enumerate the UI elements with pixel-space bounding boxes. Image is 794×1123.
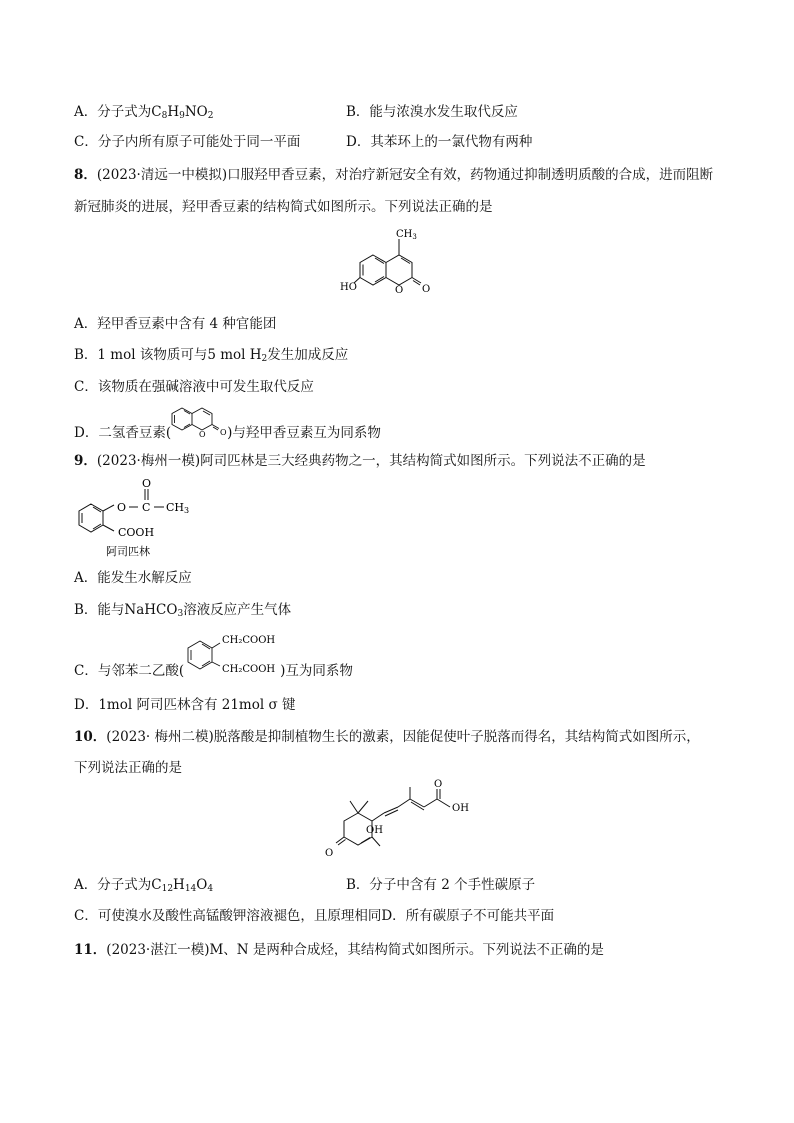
ring-oxygen-label: O	[395, 285, 404, 296]
q10-option-cd: C．可使溴水及酸性高锰酸钾溶液褪色，且原理相同D．所有碳原子不可能共平面	[74, 908, 555, 924]
ring-oxygen-label: O	[199, 430, 206, 439]
q10-stem-line1: 10．(2023· 梅州二模)脱落酸是抑制植物生长的激素，因能促使叶子脱落而得名，其结构简式如图所示，	[74, 729, 700, 745]
carbonyl-oxygen-label: O	[142, 477, 152, 490]
aspirin-caption: 阿司匹林	[106, 545, 150, 558]
carbonyl-oxygen-label: O	[422, 284, 431, 295]
q9-stem: 9．(2023·梅州一模)阿司匹林是三大经典药物之一，其结构简式如图所示。下列说法不正确的是	[74, 453, 646, 469]
q9-option-a: A．能发生水解反应	[74, 570, 192, 586]
acid-hydroxyl-label: OH	[452, 803, 469, 814]
cooh-label: COOH	[118, 526, 155, 539]
q9-option-b: B．能与NaHCO$_3$溶液反应产生气体	[74, 602, 292, 619]
q9-option-d: D．1mol 阿司匹林含有 21mol σ 键	[74, 697, 296, 713]
ho-label: HO	[340, 282, 357, 293]
q10-option-a: A．分子式为$C_{12}H_{14}O_4$	[74, 877, 214, 894]
q8-option-a: A．羟甲香豆素中含有 4 种官能团	[74, 316, 277, 332]
carbonyl-carbon-label: C	[142, 501, 151, 514]
q8-option-c: C．该物质在强碱溶液中可发生取代反应	[74, 379, 314, 395]
dihydrocoumarin-structure	[168, 404, 230, 440]
q9-option-c: C．与邻苯二乙酸( )互为同系物	[74, 663, 353, 679]
q8-option-d: D．二氢香豆素( )与羟甲香豆素互为同系物	[74, 425, 381, 441]
abscisic-acid-structure	[320, 779, 480, 865]
carbonyl-oxygen-label: O	[220, 428, 227, 437]
q11-number: 11．	[74, 942, 107, 958]
q7-option-a: A．分子式为$C_8H_9NO_2$	[74, 104, 214, 121]
q8-option-b: B．1 mol 该物质可与5 mol $H_2$发生加成反应	[74, 347, 349, 364]
ch2cooh-bottom-label: CH₂COOH	[222, 664, 276, 675]
hymecromone-structure	[340, 222, 450, 300]
q10-option-b: B．分子中含有 2 个手性碳原子	[346, 877, 536, 893]
ch3-label: $CH_3$	[396, 229, 417, 241]
ketone-oxygen-label: O	[325, 848, 334, 859]
acid-carbonyl-oxygen-label: O	[434, 779, 443, 790]
q7-option-c: C．分子内所有原子可能处于同一平面	[74, 134, 301, 150]
q8-number: 8．	[74, 167, 97, 183]
hydroxyl-label: OH	[366, 825, 383, 836]
q9-number: 9．	[74, 453, 97, 469]
q7-option-d: D．其苯环上的一氯代物有两种	[346, 134, 533, 150]
q8-stem-line2: 新冠肺炎的进展，羟甲香豆素的结构简式如图所示。下列说法正确的是	[74, 199, 493, 215]
aspirin-structure	[66, 475, 201, 560]
ch2cooh-top-label: CH₂COOH	[222, 635, 276, 646]
q11-stem: 11．(2023·湛江一模)M、N 是两种合成烃，其结构简式如图所示。下列说法不正确的是	[74, 942, 604, 958]
q10-stem-line2: 下列说法正确的是	[74, 760, 182, 776]
q10-number: 10．	[74, 729, 107, 745]
q7-option-b: B．能与浓溴水发生取代反应	[346, 104, 518, 120]
phenylenediacetic-acid-structure	[180, 626, 292, 686]
methyl-label: CH3	[166, 501, 190, 515]
q8-stem-line1: 8．(2023·清远一中模拟)口服羟甲香豆素，对治疗新冠安全有效，药物通过抑制透明质酸的合成，进而阻断	[74, 167, 714, 183]
ester-oxygen-label: O	[117, 501, 127, 514]
